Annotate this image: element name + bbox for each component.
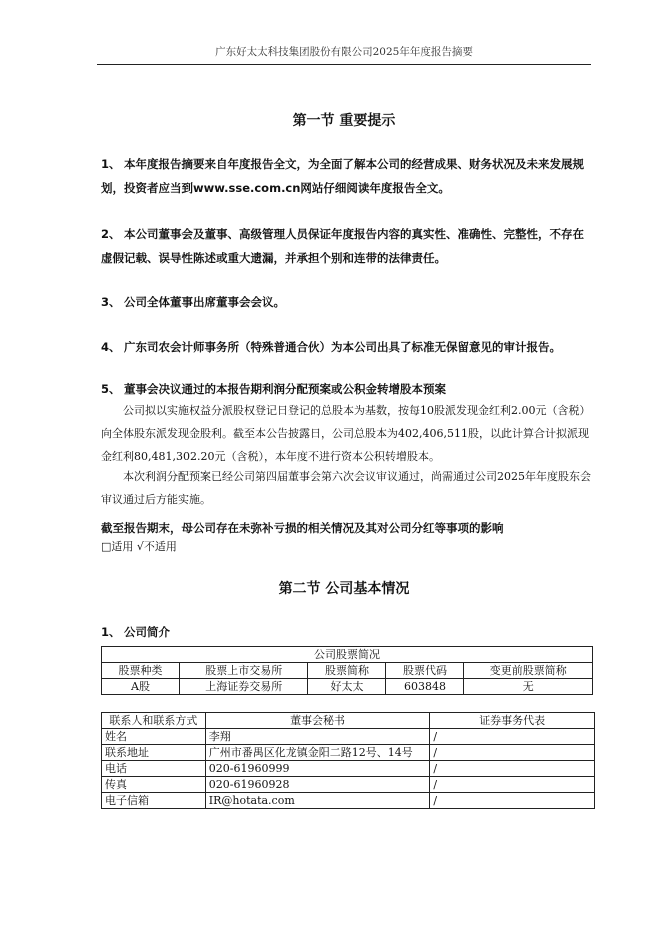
table-cell: 姓名 (102, 729, 206, 745)
table-cell: 电子信箱 (102, 793, 206, 809)
table-cell: 传真 (102, 777, 206, 793)
table-row (102, 729, 595, 745)
table-row (102, 761, 595, 777)
table-cell: IR@hotata.com (205, 793, 430, 809)
table-header-row (102, 663, 593, 679)
item-number: 5、 (101, 382, 121, 396)
item-number: 3、 (101, 295, 121, 309)
table-cell: 603848 (386, 679, 464, 695)
notice-item-2 (101, 222, 591, 270)
header-cell: 证券事务代表 (430, 713, 595, 729)
table-header-row (102, 713, 595, 729)
table-cell: 020-61960928 (205, 777, 430, 793)
item-number: 1、 (101, 157, 121, 171)
table-cell: 020-61960999 (205, 761, 430, 777)
table-row (102, 793, 595, 809)
section-2-title: 第二节 公司基本情况 (278, 581, 410, 597)
item-text: 广东司农会计师事务所（特殊普通合伙）为本公司出具了标准无保留意见的审计报告。 (124, 340, 561, 354)
table-cell: 电话 (102, 761, 206, 777)
notice-item-3 (101, 290, 591, 314)
item-text: 本公司董事会及董事、高级管理人员保证年度报告内容的真实性、准确性、完整性，不存在虚假记载、误导性陈述或重大遗漏，并承担个别和连带的法律责任。 (101, 227, 584, 265)
header-cell: 董事会秘书 (205, 713, 430, 729)
table-cell: / (430, 777, 595, 793)
item-number: 4、 (101, 340, 121, 354)
table-cell: 李翔 (205, 729, 430, 745)
table-cell: 联系地址 (102, 745, 206, 761)
section-1-title: 第一节 重要提示 (292, 113, 396, 129)
table-cell: A股 (102, 679, 180, 695)
header-cell: 股票上市交易所 (180, 663, 308, 679)
stock-overview-table (101, 646, 593, 695)
table-cell: / (430, 761, 595, 777)
item-number: 1、 (101, 625, 121, 639)
notice-item-5 (101, 377, 591, 401)
table-cell: / (430, 729, 595, 745)
header-cell: 股票种类 (102, 663, 180, 679)
table-row (102, 679, 593, 695)
item-text: 董事会决议通过的本报告期利润分配预案或公积金转增股本预案 (124, 382, 446, 396)
table-cell: 广州市番禺区化龙镇金阳二路12号、14号 (205, 745, 430, 761)
table-cell: / (430, 745, 595, 761)
loss-statement-title: 截至报告期末，母公司存在未弥补亏损的相关情况及其对公司分红等事项的影响 (101, 521, 504, 535)
table-cell: / (430, 793, 595, 809)
item-text: 公司全体董事出席董事会会议。 (124, 295, 285, 309)
item-text: 公司简介 (124, 625, 170, 639)
item-number: 2、 (101, 227, 121, 241)
page-header: 广东好太太科技集团股份有限公司2025年年度报告摘要 (97, 44, 591, 65)
header-cell: 变更前股票简称 (464, 663, 593, 679)
header-cell: 股票简称 (308, 663, 386, 679)
table-cell: 无 (464, 679, 593, 695)
contact-info-table (101, 712, 595, 809)
approval-paragraph: 本次利润分配预案已经公司第四届董事会第六次会议审议通过，尚需通过公司2025年年度股东会审议通过后方能实施。 (101, 470, 591, 506)
dividend-plan-paragraph: 公司拟以实施权益分派股权登记日登记的总股本为基数，按每10股派发现金红利2.00元（含税）向全体股东派发现金股利。截至本公告披露日，公司总股本为402,406,511股，以此计算合计拟派现金红利80,481,302.20元（含税），本年度不进行资本公积转增股本。 (101, 404, 591, 463)
table-cell: 好太太 (308, 679, 386, 695)
table-cell: 上海证券交易所 (180, 679, 308, 695)
table-row (102, 777, 595, 793)
stock-table-caption: 公司股票简况 (102, 647, 593, 663)
applicability-choice: □适用 √不适用 (101, 540, 177, 553)
company-profile-heading (101, 620, 591, 644)
header-cell: 股票代码 (386, 663, 464, 679)
notice-item-4 (101, 335, 591, 359)
notice-item-1 (101, 152, 591, 200)
table-row (102, 745, 595, 761)
header-cell: 联系人和联系方式 (102, 713, 206, 729)
item-text: 本年度报告摘要来自年度报告全文，为全面了解本公司的经营成果、财务状况及未来发展规划，投资者应当到www.sse.com.cn网站仔细阅读年度报告全文。 (101, 157, 584, 195)
